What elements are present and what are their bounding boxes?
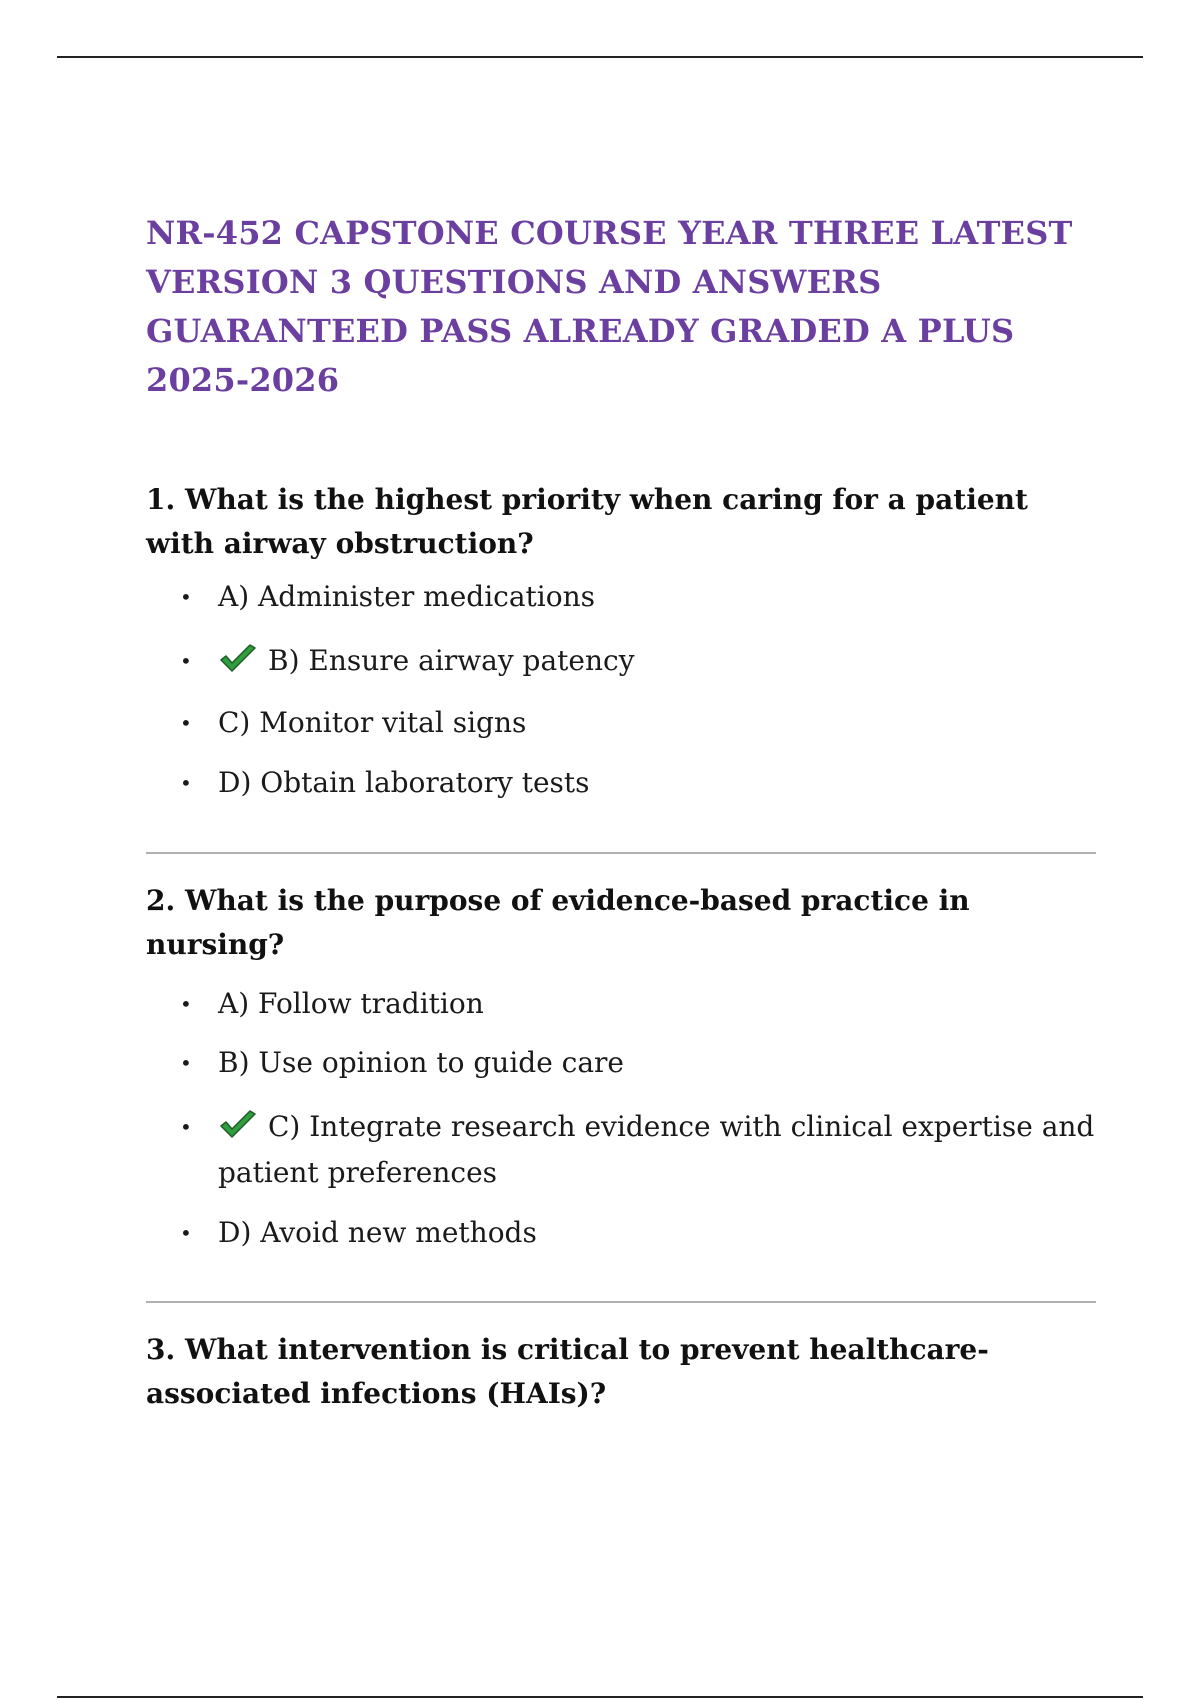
bullet-icon: • (180, 1221, 192, 1245)
bullet-icon: • (180, 1051, 192, 1075)
top-rule (57, 56, 1143, 58)
answer-option (146, 1210, 1096, 1256)
bullet-icon: • (180, 585, 192, 609)
bullet-icon: • (180, 1115, 192, 1139)
question-text: 3. What intervention is critical to prevent healthcare-associated infections (HAIs)? (146, 1333, 989, 1410)
answer-option-correct (146, 1104, 1096, 1196)
question-1 (146, 478, 1096, 806)
section-divider (146, 852, 1096, 854)
answer-option (146, 574, 1096, 620)
check-mark-icon (218, 1110, 258, 1140)
check-mark-icon (218, 644, 258, 674)
answer-text: B) Use opinion to guide care (218, 1046, 624, 1079)
answer-text: A) Administer medications (218, 580, 596, 613)
answer-text: C) Monitor vital signs (218, 706, 527, 739)
answer-text: C) Integrate research evidence with clinical expertise and patient preferences (218, 1110, 1095, 1189)
document-title: NR-452 CAPSTONE COURSE YEAR THREE LATEST VERSION 3 QUESTIONS AND ANSWERS GUARANTEED PASS ALREADY GRADED A PLUS 2025-2026 (146, 214, 1073, 399)
answer-option (146, 1040, 1096, 1086)
section-divider (146, 1301, 1096, 1303)
answer-list (146, 981, 1096, 1256)
answer-text: D) Avoid new methods (218, 1216, 537, 1249)
bullet-icon: • (180, 771, 192, 795)
question-text: 1. What is the highest priority when caring for a patient with airway obstruction? (146, 483, 1028, 560)
question-2 (146, 879, 1096, 1256)
answer-option (146, 981, 1096, 1027)
question-3 (146, 1328, 1096, 1416)
answer-option (146, 760, 1096, 806)
answer-list (146, 574, 1096, 806)
bullet-icon: • (180, 992, 192, 1016)
bullet-icon: • (180, 649, 192, 673)
answer-option (146, 700, 1096, 746)
answer-text: A) Follow tradition (218, 987, 484, 1020)
answer-text: D) Obtain laboratory tests (218, 766, 590, 799)
bottom-rule (57, 1696, 1143, 1698)
question-text: 2. What is the purpose of evidence-based practice in nursing? (146, 884, 970, 961)
answer-option-correct (146, 638, 1096, 684)
bullet-icon: • (180, 711, 192, 735)
answer-text: B) Ensure airway patency (268, 644, 635, 677)
document-body (146, 209, 1096, 1416)
